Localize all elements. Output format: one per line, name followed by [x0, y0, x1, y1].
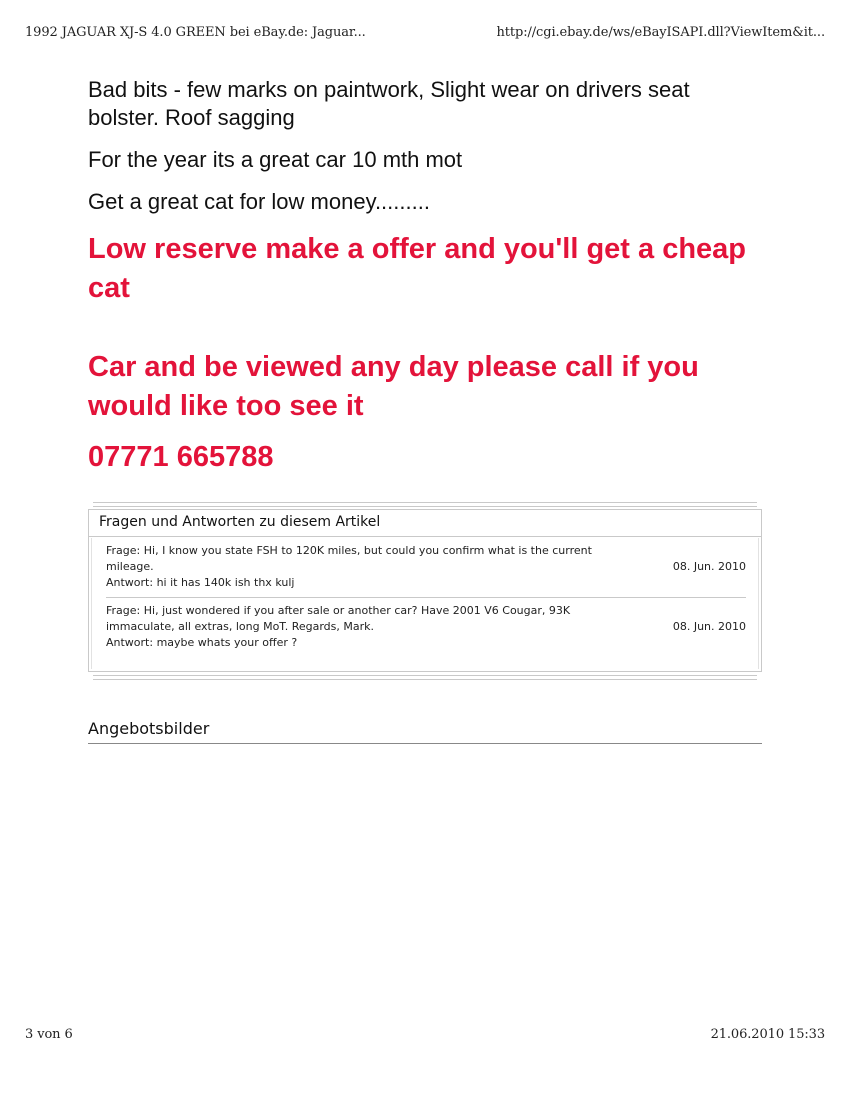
phone-number: 07771 665788	[88, 441, 274, 473]
description-highlight: Car and be viewed any day please call if you would like too see it	[88, 351, 699, 422]
qa-item-text	[106, 603, 606, 651]
qa-item	[106, 538, 746, 597]
item-description	[88, 76, 763, 477]
qa-list	[91, 538, 759, 669]
print-header-page-title: 1992 JAGUAR XJ-S 4.0 GREEN bei eBay.de: Jaguar...	[25, 25, 366, 40]
qa-date: 08. Jun. 2010	[672, 620, 746, 633]
qa-question: Frage: Hi, just wondered if you after sale or another car? Have 2001 V6 Cougar, 93K immaculate, all extras, long MoT. Regards, Mark.	[106, 604, 571, 633]
description-paragraph: For the year its a great car 10 mth mot	[88, 147, 463, 172]
page-number: 3 von 6	[25, 1027, 73, 1042]
qa-title: Fragen und Antworten zu diesem Artikel	[89, 510, 761, 537]
print-header	[25, 25, 825, 40]
qa-date: 08. Jun. 2010	[672, 560, 746, 573]
print-header-url: http://cgi.ebay.de/ws/eBayISAPI.dll?ViewItem&it...	[496, 25, 825, 40]
qa-question: Frage: Hi, I know you state FSH to 120K miles, but could you confirm what is the current mileage.	[106, 544, 592, 573]
qa-item	[106, 597, 746, 657]
qa-answer: Antwort: hi it has 140k ish thx kulj	[106, 576, 295, 589]
pictures-section-title: Angebotsbilder	[88, 719, 762, 744]
print-footer	[25, 1027, 825, 1042]
description-highlight: Low reserve make a offer and you'll get a cheap cat	[88, 233, 747, 304]
description-paragraph: Get a great cat for low money.........	[88, 189, 430, 214]
questions-and-answers-panel	[88, 502, 762, 680]
qa-inner-box	[88, 509, 762, 672]
description-paragraph: Bad bits - few marks on paintwork, Slight wear on drivers seat bolster. Roof sagging	[88, 77, 690, 130]
qa-item-text	[106, 543, 606, 591]
qa-answer: Antwort: maybe whats your offer ?	[106, 636, 298, 649]
print-timestamp: 21.06.2010 15:33	[710, 1027, 825, 1042]
